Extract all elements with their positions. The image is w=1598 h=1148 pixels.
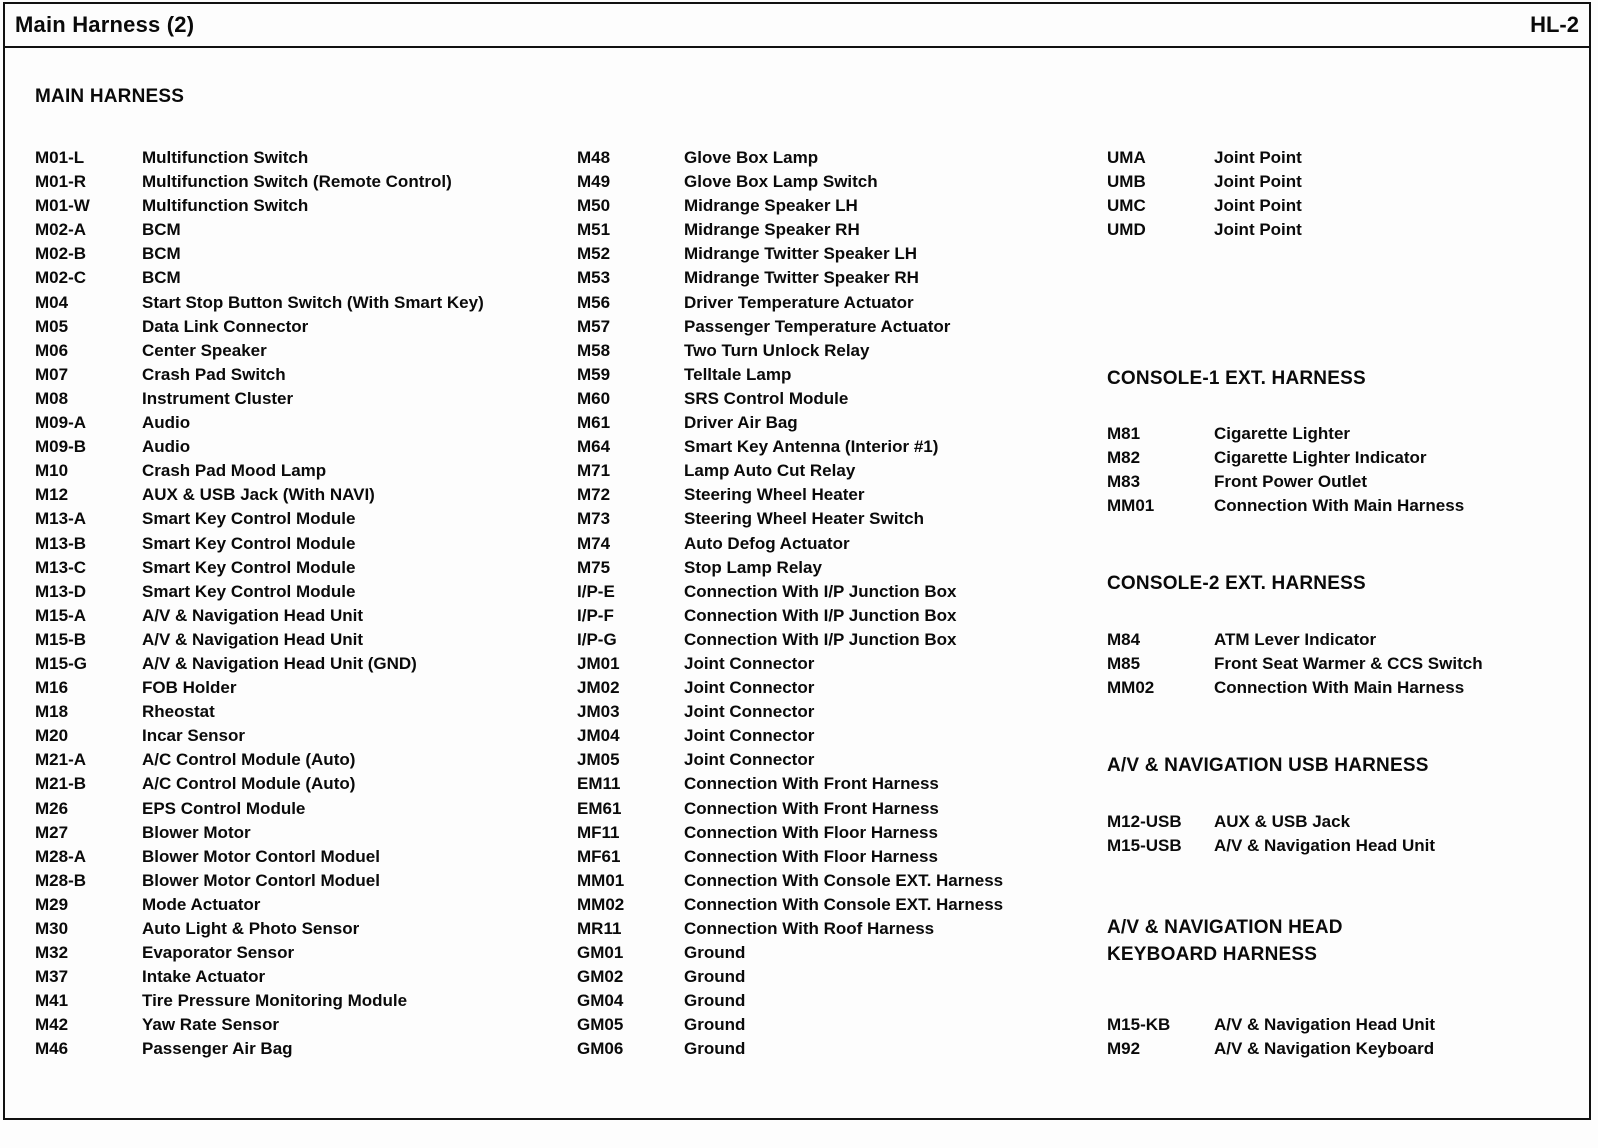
connector-row [35,435,573,459]
connector-code: M56 [577,292,611,312]
connector-label: Lamp Auto Cut Relay [684,461,856,481]
connector-label: Midrange Speaker LH [684,196,858,216]
connector-code: MM02 [577,894,625,914]
connector-code: M57 [577,316,611,336]
usb-harness-heading: A/V & NAVIGATION USB HARNESS [1107,755,1429,776]
connector-code: M01-L [35,148,85,167]
connector-label: EPS Control Module [142,798,306,818]
connector-row [577,363,1105,387]
connector-row [1107,1013,1593,1037]
connector-row [577,893,1105,917]
connector-code: M82 [1107,448,1141,468]
connector-row [577,483,1105,507]
connector-row [35,628,573,652]
connector-row [577,411,1105,435]
connector-code: UMD [1107,220,1146,240]
connector-row [35,941,573,965]
connector-code: M08 [35,388,69,408]
connector-row [1107,494,1593,518]
connector-label: Connection With Front Harness [684,774,939,794]
connector-row [577,652,1105,676]
connector-row [35,893,573,917]
connector-row [577,604,1105,628]
connector-row [1107,146,1593,170]
connector-code: GM05 [577,1015,624,1035]
connector-label: Incar Sensor [142,726,245,746]
connector-code: M83 [1107,472,1141,492]
connector-row [35,676,573,700]
connector-row [35,917,573,941]
connector-label: Audio [142,413,191,433]
connector-row [1107,470,1593,494]
connector-row [35,797,573,821]
connector-row [35,146,573,170]
connector-row [35,507,573,531]
connector-label: Multifunction Switch (Remote Control) [142,172,452,192]
connector-row [1107,194,1593,218]
connector-label: Ground [684,991,746,1011]
connector-code: M10 [35,461,69,481]
connector-code: M60 [577,388,611,408]
connector-code: M01-R [35,172,87,192]
connector-code: GM04 [577,991,624,1011]
connector-code: M09-A [35,413,87,433]
connector-label: Joint Connector [684,653,815,673]
connector-code: M81 [1107,424,1141,443]
connector-code: M48 [577,148,611,167]
connector-label: Joint Connector [684,702,815,722]
connector-row [577,821,1105,845]
connector-label: Multifunction Switch [142,148,309,167]
connector-code: M13-D [35,581,87,601]
connector-row [35,724,573,748]
connector-row [1107,652,1593,676]
connector-code: M73 [577,509,611,529]
connector-code: M51 [577,220,611,240]
connector-label: A/V & Navigation Head Unit (GND) [142,653,417,673]
connector-code: MF11 [577,822,620,842]
connector-code: M15-A [35,605,87,625]
connector-list-column-1 [35,146,573,1062]
connector-label: Connection With I/P Junction Box [684,629,957,649]
page-sheet [3,2,1591,1120]
connector-label: A/C Control Module (Auto) [142,750,356,770]
main-harness-heading: MAIN HARNESS [35,86,185,107]
connector-row [35,242,573,266]
connector-code: EM11 [577,774,621,794]
connector-code: GM06 [577,1039,624,1059]
connector-label: Stop Lamp Relay [684,557,822,577]
connector-row [35,845,573,869]
connector-code: GM02 [577,967,624,987]
connector-row [35,869,573,893]
connector-code: M42 [35,1015,69,1035]
connector-code: M27 [35,822,69,842]
connector-code: M64 [577,437,611,457]
connector-code: M75 [577,557,611,577]
connector-label: BCM [142,220,181,240]
connector-row [35,170,573,194]
connector-label: Connection With Front Harness [684,798,939,818]
connector-row [1107,834,1593,858]
connector-code: M12 [35,485,69,505]
connector-label: Glove Box Lamp [684,148,819,167]
connector-row [1107,422,1593,446]
connector-label: Joint Connector [684,726,815,746]
connector-label: Connection With Main Harness [1214,678,1465,698]
connector-row [577,1037,1105,1061]
connector-code: M06 [35,340,69,360]
connector-code: I/P-E [577,581,615,601]
connector-row [1107,446,1593,470]
connector-row [35,532,573,556]
console2-connector-list [1107,628,1593,700]
connector-label: Blower Motor Contorl Moduel [142,846,380,866]
connector-label: Passenger Temperature Actuator [684,316,951,336]
connector-row [35,411,573,435]
connector-row [35,604,573,628]
connector-row [577,748,1105,772]
page-title: Main Harness (2) [15,12,195,37]
connector-row [1107,1037,1593,1061]
connector-label: A/V & Navigation Head Unit [1214,1015,1436,1034]
connector-row [35,315,573,339]
connector-row [577,797,1105,821]
connector-row [577,580,1105,604]
connector-label: Crash Pad Mood Lamp [142,461,327,481]
connector-code: JM02 [577,678,620,698]
connector-row [577,532,1105,556]
connector-label: Connection With I/P Junction Box [684,605,957,625]
connector-code: M09-B [35,437,87,457]
connector-label: Mode Actuator [142,894,261,914]
connector-label: Ground [684,1015,746,1035]
usb-connector-list [1107,810,1593,858]
connector-row [35,821,573,845]
connector-code: GM01 [577,943,624,963]
connector-code: M15-USB [1107,836,1182,856]
connector-label: Midrange Twitter Speaker LH [684,244,918,264]
connector-row [1107,218,1593,242]
connector-code: UMB [1107,172,1146,192]
connector-label: Multifunction Switch [142,196,309,216]
connector-row [35,556,573,580]
connector-code: M30 [35,919,69,938]
connector-label: Midrange Twitter Speaker RH [684,268,919,288]
connector-label: A/V & Navigation Head Unit [1214,836,1436,856]
connector-label: A/V & Navigation Head Unit [142,605,364,625]
connector-label: SRS Control Module [684,388,849,408]
connector-code: I/P-F [577,605,614,625]
connector-label: Smart Key Control Module [142,557,356,577]
connector-code: MF61 [577,846,621,866]
connector-label: Start Stop Button Switch (With Smart Key) [142,292,484,312]
connector-label: Smart Key Antenna (Interior #1) [684,437,939,457]
connector-code: M21-A [35,750,87,770]
connector-row [577,917,1105,941]
keyboard-harness-heading-line1: A/V & NAVIGATION HEAD [1107,917,1343,938]
connector-row [577,435,1105,459]
connector-row [577,242,1105,266]
console1-harness-heading: CONSOLE-1 EXT. HARNESS [1107,368,1366,389]
connector-code: M02-B [35,244,87,264]
connector-code: M16 [35,678,69,698]
connector-label: Crash Pad Switch [142,364,286,384]
connector-code: M12-USB [1107,812,1182,831]
connector-label: Instrument Cluster [142,388,294,408]
connector-row [577,291,1105,315]
connector-row [35,965,573,989]
connector-label: Data Link Connector [142,316,309,336]
connector-row [577,628,1105,652]
connector-row [35,989,573,1013]
connector-row [35,772,573,796]
connector-label: Joint Connector [684,750,815,770]
connector-label: Front Power Outlet [1214,472,1367,492]
connector-label: Connection With Roof Harness [684,919,935,938]
connector-code: M37 [35,967,69,987]
connector-label: Evaporator Sensor [142,943,295,963]
connector-label: Two Turn Unlock Relay [684,340,870,360]
connector-code: M71 [577,461,611,481]
connector-code: MM01 [1107,496,1155,516]
connector-row [577,869,1105,893]
connector-label: Smart Key Control Module [142,509,356,529]
connector-row [1107,170,1593,194]
connector-row [35,1037,573,1061]
connector-label: Auto Light & Photo Sensor [142,919,360,938]
connector-row [577,676,1105,700]
connector-label: Steering Wheel Heater Switch [684,509,924,529]
connector-label: Midrange Speaker RH [684,220,860,240]
connector-label: Smart Key Control Module [142,581,356,601]
connector-row [577,772,1105,796]
connector-label: Front Seat Warmer & CCS Switch [1214,654,1483,674]
connector-code: M92 [1107,1039,1141,1059]
connector-row [577,941,1105,965]
connector-code: M15-KB [1107,1015,1171,1034]
connector-code: MM02 [1107,678,1155,698]
connector-code: JM03 [577,702,620,722]
connector-label: Telltale Lamp [684,364,792,384]
connector-code: M85 [1107,654,1141,674]
connector-code: I/P-G [577,629,617,649]
connector-label: AUX & USB Jack [1214,812,1351,831]
connector-label: Steering Wheel Heater [684,485,865,505]
connector-row [577,218,1105,242]
connector-row [1107,810,1593,834]
connector-row [577,507,1105,531]
connector-row [577,146,1105,170]
connector-label: Cigarette Lighter [1214,424,1351,443]
connector-row [35,266,573,290]
connector-row [35,1013,573,1037]
connector-row [577,1013,1105,1037]
connector-label: ATM Lever Indicator [1214,630,1377,649]
right-column [1107,146,1593,1106]
connector-label: Rheostat [142,702,215,722]
connector-label: Driver Air Bag [684,413,798,433]
console2-harness-heading: CONSOLE-2 EXT. HARNESS [1107,573,1366,594]
connector-label: Connection With Floor Harness [684,846,938,866]
connector-row [1107,628,1593,652]
connector-row [577,965,1105,989]
connector-label: BCM [142,268,181,288]
connector-label: Smart Key Control Module [142,533,356,553]
keyboard-harness-heading-line2: KEYBOARD HARNESS [1107,944,1318,965]
page-code: HL-2 [1530,12,1579,37]
connector-code: MM01 [577,870,625,890]
connector-code: M15-B [35,629,87,649]
connector-code: EM61 [577,798,622,818]
connector-label: Cigarette Lighter Indicator [1214,448,1427,468]
connector-row [35,652,573,676]
connector-row [35,218,573,242]
connector-row [577,459,1105,483]
connector-code: M29 [35,894,69,914]
connector-row [35,459,573,483]
connector-code: JM04 [577,726,620,746]
connector-row [577,387,1105,411]
connector-row [577,845,1105,869]
connector-code: M59 [577,364,611,384]
connector-row [35,363,573,387]
connector-code: M02-C [35,268,87,288]
connector-row [577,556,1105,580]
connector-label: A/V & Navigation Head Unit [142,629,364,649]
connector-label: Connection With I/P Junction Box [684,581,957,601]
connector-label: FOB Holder [142,678,237,698]
connector-code: M72 [577,485,611,505]
connector-code: M28-A [35,846,87,866]
connector-label: Center Speaker [142,340,267,360]
connector-label: A/C Control Module (Auto) [142,774,356,794]
connector-label: Audio [142,437,191,457]
connector-label: Auto Defog Actuator [684,533,850,553]
connector-code: M13-A [35,509,87,529]
connector-row [577,266,1105,290]
connector-code: M15-G [35,653,87,673]
connector-code: MR11 [577,919,622,938]
connector-label: Connection With Main Harness [1214,496,1465,516]
connector-label: BCM [142,244,181,264]
console1-connector-list [1107,422,1593,518]
connector-code: JM01 [577,653,620,673]
connector-code: M13-B [35,533,87,553]
page-header [5,4,1589,48]
connector-code: UMC [1107,196,1146,216]
connector-code: M49 [577,172,611,192]
connector-label: Glove Box Lamp Switch [684,172,878,192]
connector-code: M84 [1107,630,1141,649]
connector-row [35,483,573,507]
connector-label: Joint Connector [684,678,815,698]
connector-row [577,989,1105,1013]
connector-code: M07 [35,364,69,384]
connector-row [577,194,1105,218]
connector-row [577,339,1105,363]
connector-label: Driver Temperature Actuator [684,292,914,312]
connector-label: Joint Point [1214,196,1302,216]
keyboard-connector-list [1107,1013,1593,1061]
connector-label: Joint Point [1214,148,1302,167]
connector-row [1107,676,1593,700]
connector-label: Connection With Console EXT. Harness [684,870,1004,890]
connector-code: M46 [35,1039,69,1059]
connector-code: M18 [35,702,69,722]
connector-label: Tire Pressure Monitoring Module [142,991,408,1011]
connector-code: M26 [35,798,69,818]
connector-row [577,700,1105,724]
keyboard-harness-heading [1107,914,1343,968]
connector-code: M61 [577,413,611,433]
connector-row [35,748,573,772]
connector-row [35,700,573,724]
connector-code: M04 [35,292,69,312]
connector-code: M53 [577,268,611,288]
connector-label: Joint Point [1214,220,1302,240]
connector-code: M58 [577,340,611,360]
connector-code: M32 [35,943,69,963]
connector-label: Passenger Air Bag [142,1039,293,1059]
connector-label: Connection With Floor Harness [684,822,938,842]
connector-code: UMA [1107,148,1146,167]
connector-list-column-2 [577,146,1105,1062]
connector-row [35,387,573,411]
connector-code: M52 [577,244,611,264]
connector-label: AUX & USB Jack (With NAVI) [142,485,375,505]
connector-label: Yaw Rate Sensor [142,1015,280,1035]
connector-code: M02-A [35,220,87,240]
connector-code: M41 [35,991,69,1011]
connector-code: M01-W [35,196,90,216]
connector-code: M05 [35,316,69,336]
connector-code: JM05 [577,750,620,770]
connector-label: Ground [684,967,746,987]
connector-label: Ground [684,943,746,963]
connector-label: Blower Motor [142,822,251,842]
connector-row [35,580,573,604]
connector-row [577,170,1105,194]
connector-label: Connection With Console EXT. Harness [684,894,1004,914]
connector-row [35,291,573,315]
connector-label: Ground [684,1039,746,1059]
connector-code: M74 [577,533,611,553]
connector-label: Intake Actuator [142,967,266,987]
joint-point-list [1107,146,1593,242]
connector-code: M28-B [35,870,87,890]
connector-label: Joint Point [1214,172,1302,192]
connector-code: M21-B [35,774,87,794]
connector-row [35,339,573,363]
connector-code: M13-C [35,557,87,577]
connector-row [577,315,1105,339]
connector-label: A/V & Navigation Keyboard [1214,1039,1435,1059]
connector-row [577,724,1105,748]
connector-label: Blower Motor Contorl Moduel [142,870,380,890]
connector-row [35,194,573,218]
connector-code: M20 [35,726,69,746]
connector-code: M50 [577,196,611,216]
